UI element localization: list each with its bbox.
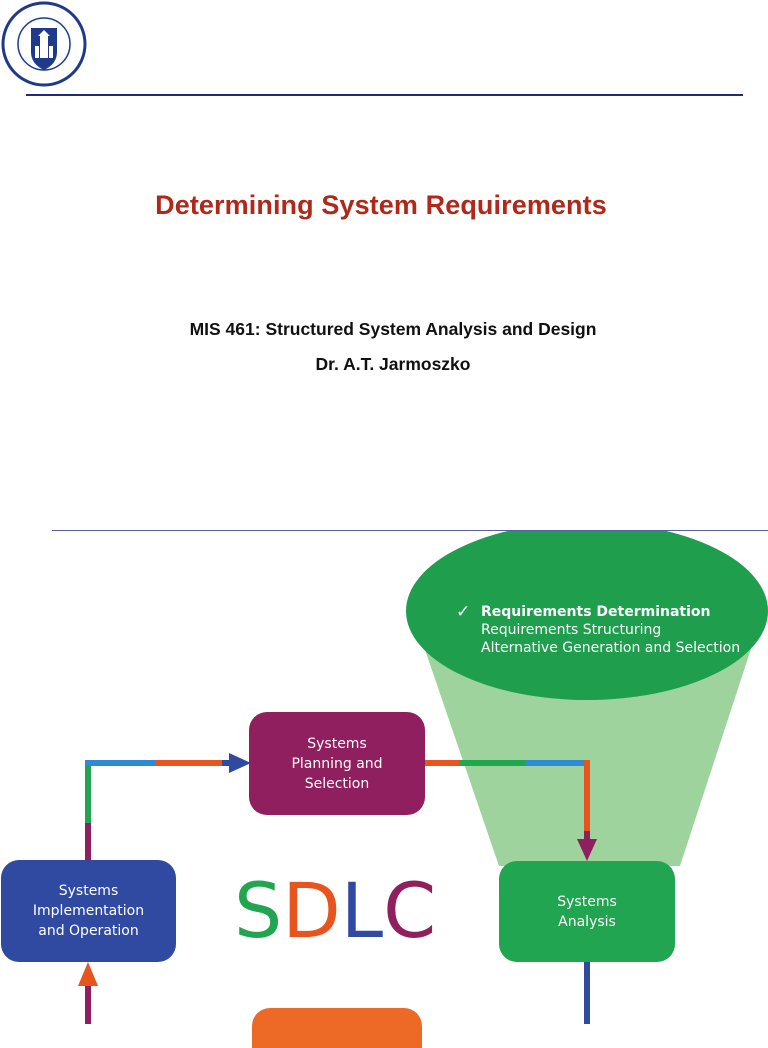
funnel-item-alternative-generation: Alternative Generation and Selection	[481, 640, 741, 656]
university-seal-logo	[0, 0, 88, 88]
phase-design-box	[252, 1008, 422, 1048]
header-rule	[26, 94, 743, 96]
check-icon: ✓	[456, 602, 471, 622]
funnel-item-requirements-determination: Requirements Determination	[481, 604, 711, 620]
author-name: Dr. A.T. Jarmoszko	[315, 354, 471, 374]
arrow-to-implementation	[78, 962, 98, 986]
sdlc-wordmark	[234, 866, 437, 955]
phase-analysis-label: Systems Analysis	[557, 893, 617, 930]
phase-implementation-label: Systems Implementation and Operation	[32, 883, 145, 939]
sdlc-letter-s: S	[234, 866, 283, 955]
phase-planning-box	[249, 712, 425, 815]
sdlc-letter-d: D	[282, 866, 341, 955]
funnel-item-requirements-structuring: Requirements Structuring	[481, 622, 662, 638]
sdlc-diagram	[0, 531, 768, 1024]
sdlc-letter-l: L	[340, 866, 384, 955]
sdlc-letter-c: C	[383, 866, 437, 955]
course-name: MIS 461: Structured System Analysis and Design	[189, 319, 597, 339]
phase-planning-label: Systems Planning and Selection	[291, 735, 383, 792]
slide-title: Determining System Requirements	[155, 190, 607, 220]
phase-analysis-box	[499, 861, 675, 962]
arrow-to-planning	[229, 753, 251, 773]
phase-implementation-box	[1, 860, 176, 962]
